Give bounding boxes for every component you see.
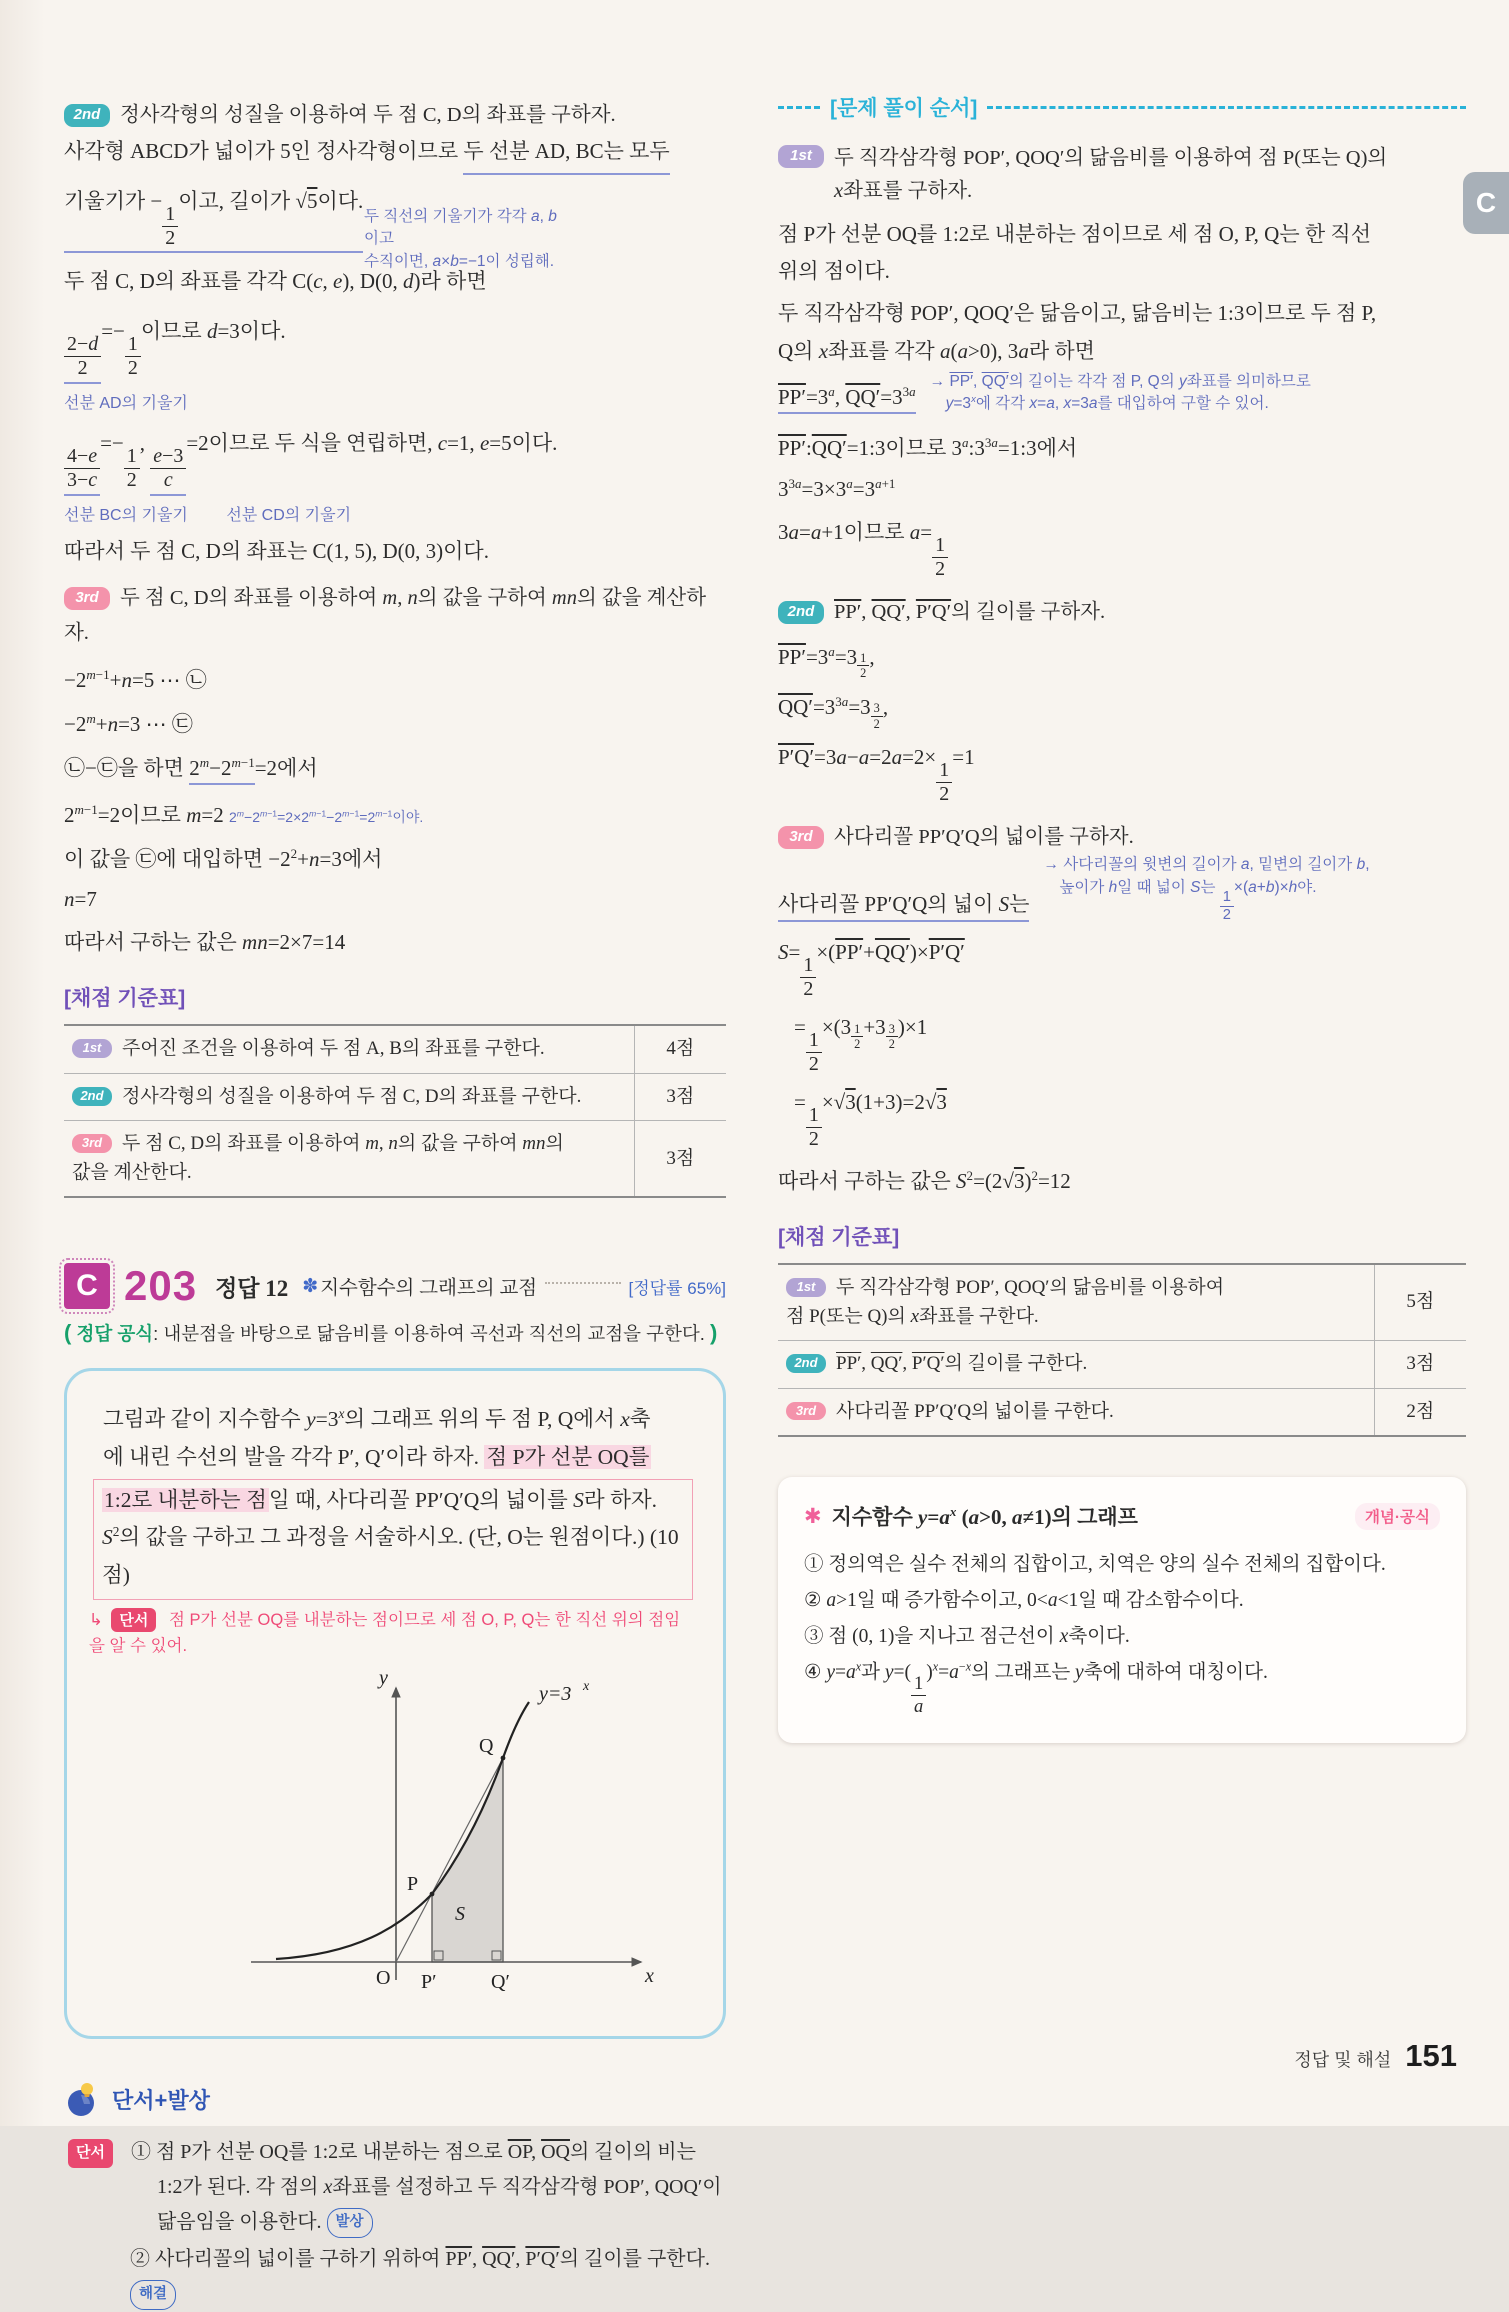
- y-axis-label: y: [379, 1666, 388, 1689]
- rubric-score: 3점: [634, 1073, 726, 1121]
- formula-label: 선분 BC의 기울기 선분 CD의 기울기: [64, 506, 352, 524]
- note-arrow-icon: →: [929, 372, 946, 390]
- clue-badge: 단서: [111, 1608, 156, 1632]
- concept-box: [778, 1477, 1466, 1743]
- rubric-text: 정사각형의 성질을 이용하여 두 점 C, D의 좌표를 구한다.: [122, 1085, 582, 1107]
- asterisk-icon: ✽: [302, 1275, 319, 1297]
- highlight-frame: [93, 1479, 693, 1600]
- hint-section: [64, 2081, 726, 2312]
- point-q: [501, 1755, 506, 1760]
- problem-text: $S^2$의 값을 구하고 그 과정을 서술하시오. (단, O는 원점이다.) (10점): [102, 1524, 679, 1587]
- table-row: [64, 1073, 726, 1121]
- step-1st-heading: [778, 142, 1466, 208]
- formula: $PP'=3^a=3$ $^{\frac{1}{2}}$ ,: [778, 643, 875, 680]
- problem-answer: 정답 12: [215, 1275, 289, 1301]
- problem-header: [64, 1262, 726, 1310]
- graph-svg: [221, 1662, 671, 2007]
- formula: $-2^m+n=3$ ⋯ ㉢: [64, 711, 193, 737]
- formula: = $\frac{1}{2}$ ×√3(1+3)=2√3: [794, 1090, 947, 1151]
- left-column: [64, 92, 726, 2312]
- step-3rd-badge: 3rd: [778, 826, 824, 849]
- formula: $\frac{4-e}{3-c}$ =− $\frac{1}{2}$ , $\frac{e-3}{c}$ =2이므로 두 식을 연립하면, c=1, e=5이다.: [64, 427, 726, 496]
- margin-note: → 사다리꼴의 윗변의 길이가 a, 밑변의 길이가 b, 높이가 h일 때 넓이 S는 $\frac{1}{2}$ ×(a+b)×h야.: [1043, 856, 1370, 923]
- rubric-text: PP′, QQ′, P′Q′의 길이를 구한다.: [836, 1353, 1088, 1375]
- hint-title: 단서+발상: [112, 2088, 210, 2114]
- step-2nd-heading: [64, 98, 726, 133]
- step-2nd-title: 정사각형의 성질을 이용하여 두 점 C, D의 좌표를 구하자.: [120, 104, 616, 126]
- step-3rd-heading: [778, 820, 1466, 855]
- origin-label: O: [376, 1966, 391, 1989]
- margin-note: 두 직선의 기울기가 각각 a, b이고 수직이면, a×b=−1이 성립해.: [364, 208, 557, 270]
- rubric-title: [채점 기준표]: [778, 1226, 900, 1250]
- table-row: [778, 1388, 1466, 1436]
- solution-block-2nd: [64, 98, 726, 956]
- margin-note: → PP′, QQ′의 길이는 각각 점 P, Q의 y좌표를 의미하므로 $y=3^x$에 각각 x=a, x=3a를 대입하여 구할 수 있어.: [929, 372, 1311, 413]
- solution-text: 따라서 두 점 C, D의 좌표는 C(1, 5), D(0, 3)이다.: [64, 538, 489, 563]
- solution-text: 기울기가 − $\frac{1}{2}$ 이고, 길이가 √5이다.: [64, 183, 726, 254]
- formula-with-note: [778, 854, 1466, 925]
- answer-formula-label: 정답 공식: [76, 1323, 154, 1345]
- hint-item: 단서 ① 점 P가 선분 OQ를 1:2로 내분하는 점으로 $\overline{OP}$, $\overline{OQ}$의 길이의 비는 1:2가 된다. 각 점의 x좌표를 설정하고 두 직각삼각형 POP′, QOQ′이 닮음임을 이용한다. 발상: [64, 2135, 726, 2240]
- rubric-table: [64, 1024, 726, 1198]
- step-3rd-title: 사다리꼴 PP′Q′Q의 넓이를 구하자.: [834, 825, 1134, 848]
- problem-text: 그림과 같이 지수함수 $y=3^x$의 그래프 위의 두 점 P, Q에서 x축: [103, 1406, 651, 1432]
- concept-header: [804, 1501, 1440, 1531]
- point-p: [430, 1891, 435, 1896]
- clue-text: 점 P가 선분 OQ를 내분하는 점이므로 세 점 O, P, Q는 한 직선 위의 점임을 알 수 있어.: [89, 1610, 681, 1655]
- formula: n=7: [64, 887, 97, 912]
- p-prime-label: P′: [421, 1970, 437, 1993]
- formula: $2^{m-1}=2$이므로 m=2 $2^m-2^{m-1}=2\times 2^{m-1}-2^{m-1}=2^{m-1}$이야.: [64, 802, 424, 828]
- concept-badge: 개념·공식: [1355, 1503, 1440, 1530]
- concept-item: ③ 점 (0, 1)을 지나고 점근선이 x축이다.: [804, 1626, 1130, 1648]
- solution-text: 두 점 C, D의 좌표를 각각 C(c, e), D(0, d)라 하면: [64, 269, 487, 294]
- step-3rd-title: 두 점 C, D의 좌표를 이용하여 m, n의 값을 구하여 mn의 값을 계산하자.: [64, 586, 707, 644]
- rubric-text: 사다리꼴 PP′Q′Q의 넓이를 구한다.: [836, 1400, 1114, 1422]
- hint-header: [64, 2081, 726, 2119]
- hint-item: ② 사다리꼴의 넓이를 구하기 위하여 PP′, QQ′, P′Q′의 길이를 구한다. 해결: [130, 2242, 726, 2312]
- footer-label: 정답 및 해설: [1294, 2050, 1392, 2070]
- clue-badge: 단서: [68, 2139, 113, 2168]
- table-row: [778, 1264, 1466, 1341]
- rubric-table: [778, 1263, 1466, 1437]
- page-footer: [1294, 2038, 1457, 2074]
- rubric-title: [채점 기준표]: [64, 987, 186, 1011]
- problem-text: 에 내린 수선의 발을 각각 P′, Q′이라 하자. 점 P가 선분 OQ를: [103, 1445, 650, 1470]
- section-side-tab: C: [1463, 172, 1509, 234]
- concept-item: ② a>1일 때 증가함수이고, 0<a<1일 때 감소함수이다.: [804, 1590, 1244, 1612]
- concept-item: ① 정의역은 실수 전체의 집합이고, 치역은 양의 실수 전체의 집합이다.: [804, 1554, 1386, 1576]
- formula: $PP'=3^a$, $QQ'=3^{3a}$: [778, 384, 916, 414]
- solution-text: 두 직각삼각형 POP′, QOQ′은 닮음이고, 닮음비는 1:3이므로 두 점 P,: [778, 301, 1377, 326]
- rubric-score: 2점: [1374, 1388, 1466, 1436]
- formula: P′Q′=3a−a=2a=2× $\frac{1}{2}$ =1: [778, 744, 975, 805]
- row-badge: 3rd: [72, 1134, 112, 1153]
- problem-number: 203: [124, 1262, 198, 1310]
- concept-title: 지수함수 $y=a^x$ (a>0, a≠1)의 그래프: [831, 1504, 1138, 1530]
- formula: PP′:QQ′=1:3이므로 $3^a:3^{3a}=1:3$에서: [778, 434, 1078, 460]
- curve-label-exponent: x: [583, 1678, 590, 1694]
- clue-arrow-icon: ↳: [89, 1610, 103, 1629]
- dotted-leader: [545, 1282, 620, 1284]
- row-badge: 2nd: [786, 1354, 826, 1373]
- solution-text: 위의 점이다.: [778, 259, 890, 284]
- rubric-score: 3점: [1374, 1341, 1466, 1389]
- flower-icon: ✱: [804, 1503, 822, 1528]
- formula: $-2^{m-1}+n=5$ ⋯ ㉡: [64, 667, 207, 693]
- solution-text: Q의 x좌표를 각각 a(a>0), 3a라 하면: [778, 338, 1095, 363]
- formula: ㉡−㉢을 하면 $2^m-2^{m-1}=2$에서: [64, 752, 726, 785]
- problem-text: 1:2로 내분하는 점일 때, 사다리꼴 PP′Q′Q의 넓이를 S라 하자.: [104, 1487, 657, 1512]
- row-badge: 1st: [72, 1039, 112, 1058]
- step-2nd-heading: [778, 595, 1466, 630]
- correct-rate: [정답률 65%]: [628, 1278, 726, 1298]
- formula: 따라서 구하는 값은 $S^2=(2√3)^2=12$: [778, 1168, 1071, 1194]
- solution-text: 사각형 ABCD가 넓이가 5인 정사각형이므로 두 선분 AD, BC는 모두: [64, 133, 726, 175]
- solution-order-header: [문제 풀이 순서]: [778, 92, 1466, 122]
- row-badge: 3rd: [786, 1402, 826, 1421]
- step-2nd-badge: 2nd: [778, 601, 824, 624]
- solution-text: 점 P가 선분 OQ를 1:2로 내분하는 점이므로 세 점 O, P, Q는 한 직선: [778, 221, 1371, 246]
- rubric-text: 두 점 C, D의 좌표를 이용하여 m, n의 값을 구하여 mn의 값을 계산한다.: [72, 1133, 564, 1183]
- rubric-score: 5점: [1374, 1264, 1466, 1341]
- step-1st-title: 두 직각삼각형 POP′, QOQ′의 닮음비를 이용하여 점 P(또는 Q)의: [834, 147, 1388, 169]
- hint-body: [64, 2135, 726, 2312]
- right-column: [778, 92, 1466, 1743]
- rubric-text: 두 직각삼각형 POP′, QOQ′의 닮음비를 이용하여 점 P(또는 Q)의 x좌표를 구한다.: [786, 1277, 1225, 1327]
- formula: $\frac{2-d}{2}$ =− $\frac{1}{2}$ 이므로 d=3이다.: [64, 315, 726, 384]
- formula-with-note: [778, 371, 1466, 418]
- step-1st-badge: 1st: [778, 145, 824, 168]
- solution-text: 사다리꼴 PP′Q′Q의 넓이 S는: [778, 888, 1029, 922]
- step-3rd-badge: 3rd: [64, 587, 110, 610]
- q-label: Q: [479, 1734, 494, 1757]
- rubric-text: 주어진 조건을 이용하여 두 점 A, B의 좌표를 구한다.: [122, 1038, 545, 1060]
- idea-head-icon: [64, 2081, 102, 2119]
- formula-label: 선분 AD의 기울기: [64, 395, 188, 413]
- row-badge: 1st: [786, 1278, 826, 1297]
- concept-item: ④ $y=a^x$과 y=( $\frac{1}{a}$ )$^x=a^{-x}$의 그래프는 y축에 대하여 대칭이다.: [804, 1659, 1268, 1717]
- formula: $3^{3a}=3\times 3^a=3^{a+1}$: [778, 475, 896, 501]
- formula: = $\frac{1}{2}$ ×(3 $^{\frac{1}{2}}$ +3 $^{\frac{3}{2}}$ )×1: [794, 1015, 928, 1076]
- step-1st-title-2: x좌표를 구하자.: [834, 179, 973, 202]
- formula: $QQ'=3^{3a}=3$ $^{\frac{3}{2}}$ ,: [778, 694, 889, 731]
- row-badge: 2nd: [72, 1087, 112, 1106]
- p-label: P: [407, 1872, 419, 1895]
- problem-box: [64, 1368, 726, 2038]
- step-2nd-title: PP′, QQ′, P′Q′의 길이를 구하자.: [834, 600, 1106, 623]
- idea-badge: 발상: [327, 2208, 373, 2238]
- curve-label: y=3: [539, 1682, 572, 1705]
- note-arrow-icon: →: [1043, 856, 1059, 874]
- inline-note: $2^m-2^{m-1}=2\times 2^{m-1}-2^{m-1}=2^{m-1}$이야.: [228, 808, 424, 826]
- step-3rd-heading: [64, 581, 726, 651]
- table-row: [64, 1121, 726, 1198]
- exponential-graph: [221, 1662, 693, 2012]
- solve-badge: 해결: [130, 2280, 176, 2310]
- clue-note: [89, 1606, 693, 1656]
- x-axis-label: x: [645, 1964, 654, 1987]
- formula: 3a=a+1이므로 a= $\frac{1}{2}$: [778, 516, 1466, 581]
- q-prime-label: Q′: [491, 1970, 510, 1993]
- formula: S= $\frac{1}{2}$ ×(PP′+QQ′)×P′Q′: [778, 939, 965, 1000]
- problem-grade-box: C: [64, 1263, 110, 1309]
- table-row: [778, 1341, 1466, 1389]
- table-row: [64, 1025, 726, 1073]
- s-label: S: [455, 1902, 465, 1925]
- answer-formula-line: ( 정답 공식: 내분점을 바탕으로 닮음비를 이용하여 곡선과 직선의 교점을 구한다. ): [64, 1320, 718, 1346]
- formula: 따라서 구하는 값은 mn=2×7=14: [64, 930, 346, 955]
- rubric-score: 4점: [634, 1025, 726, 1073]
- formula: 이 값을 ㉢에 대입하면 $-2^2+n=3$에서: [64, 846, 383, 872]
- rubric-score: 3점: [634, 1121, 726, 1198]
- step-2nd-badge: 2nd: [64, 104, 110, 127]
- problem-topic: 지수함수의 그래프의 교점: [320, 1278, 538, 1300]
- page-number: 151: [1405, 2038, 1457, 2073]
